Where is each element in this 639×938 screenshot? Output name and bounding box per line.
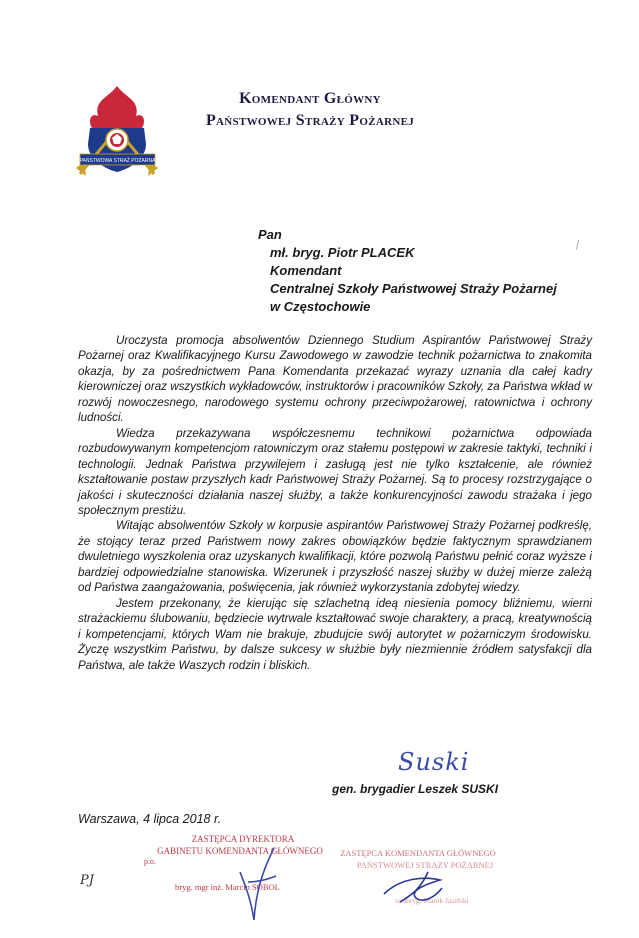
initials-mark: PJ [80, 873, 94, 888]
addressee-institution: Centralnej Szkoły Państwowej Straży Pożarnej [270, 281, 557, 296]
letter-body [78, 333, 592, 673]
stamp-left-title: ZASTĘPCA DYREKTORA [191, 834, 295, 844]
margin-mark [576, 240, 582, 251]
stamp-left-po: p.o. [144, 857, 156, 866]
addressee-salutation: Pan [258, 227, 282, 242]
stamp-right-office: PAŃSTWOWEJ STRAŻY POŻARNEJ [356, 860, 494, 870]
header-title-line-1: Komendant Główny [239, 90, 381, 107]
handwritten-signature: Suski [398, 748, 470, 776]
body-paragraph: Wiedza przekazywana współczesnemu technikowi pożarnictwa odpowiada rozbudowywanym kompetencjom ratowniczym oraz stałemu postępowi w zakresie taktyki, techniki i technologii. Jednak Państwa przywilejem i zasługą jest nie tylko kształcenie, ale również kształtowanie postaw przyszłych kadr Państwowej Straży Pożarnej. Są to procesy rozstrzygające o jakości i skuteczności działania naszej służby, a także konkurencyjności zawodu strażaka i jego społecznym prestiżu. [78, 426, 592, 517]
addressee-city: w Częstochowie [270, 299, 371, 314]
stamp-left-office: GABINETU KOMENDANTA GŁÓWNEGO [157, 846, 323, 856]
fire-service-emblem-icon [70, 82, 165, 182]
stamp-right-name: nadbryg. Marek Jasiński [395, 896, 469, 905]
signatory-name: gen. brygadier Leszek SUSKI [332, 782, 499, 796]
body-paragraph: Uroczysta promocja absolwentów Dziennego Studium Aspirantów Państwowej Straży Pożarnej oraz Kwalifikacyjnego Kursu Zawodowego w zawodzie technik pożarnictwa to znakomita okazja, by za pośrednictwem Pana Komendanta przekazać wyrazy uznania dla całej kadry kierowniczej oraz wszystkich wykładowców, instruktorów i pracowników Szkoły, za Państwa wkład w rozwój nowoczesnego, narodowego systemu ochrony przeciwpożarowej, ratownictwa i ochrony ludności. [78, 334, 592, 425]
stamp-left-name: bryg. mgr inż. Marcin SOBOL [175, 882, 280, 892]
initialed-signature-right [380, 868, 450, 908]
body-paragraph: Witając absolwentów Szkoły w korpusie aspirantów Państwowej Straży Pożarnej podkreślę, że stojący teraz przed Państwem nowy zakres obowiązków będzie faktycznym sprawdzianem dwuletniego wyszkolenia oraz uzyskanych kwalifikacji, które pozwolą Państwu pełnić coraz wyższe i bardziej odpowiedzialne stanowiska. Wizerunek i przyszłość naszej służby w dużej mierze zależą od Państwa zaangażowania, poświęcenia, jak również wykorzystania zdobytej wiedzy. [78, 519, 592, 595]
stamp-right-title: ZASTĘPCA KOMENDANTA GŁÓWNEGO [340, 848, 496, 858]
addressee-name: mł. bryg. Piotr PLACEK [270, 245, 415, 260]
header-title-line-2: Państwowej Straży Pożarnej [205, 112, 415, 129]
date-place: Warszawa, 4 lipca 2018 r. [78, 812, 222, 826]
initialed-signature-left [232, 842, 282, 922]
body-paragraph: Jestem przekonany, że kierując się szlachetną ideą niesienia pomocy bliźniemu, wierni strażackiemu ślubowaniu, będziecie wytrwale kształtować swoje charaktery, a pracą, kreatywnością i kompetencjami, których Wam nie brakuje, zbudujcie swój autorytet w pożarniczym środowisku. Życzę wszystkim Państwu, by dalsze sukcesy w służbie były niezmiennie źródłem satysfakcji dla Państwa, ale także Waszych rodzin i bliskich. [78, 596, 592, 672]
emblem-band-text: PAŃSTWOWA STRAŻ POŻARNA [79, 158, 156, 164]
addressee-title: Komendant [270, 263, 342, 278]
